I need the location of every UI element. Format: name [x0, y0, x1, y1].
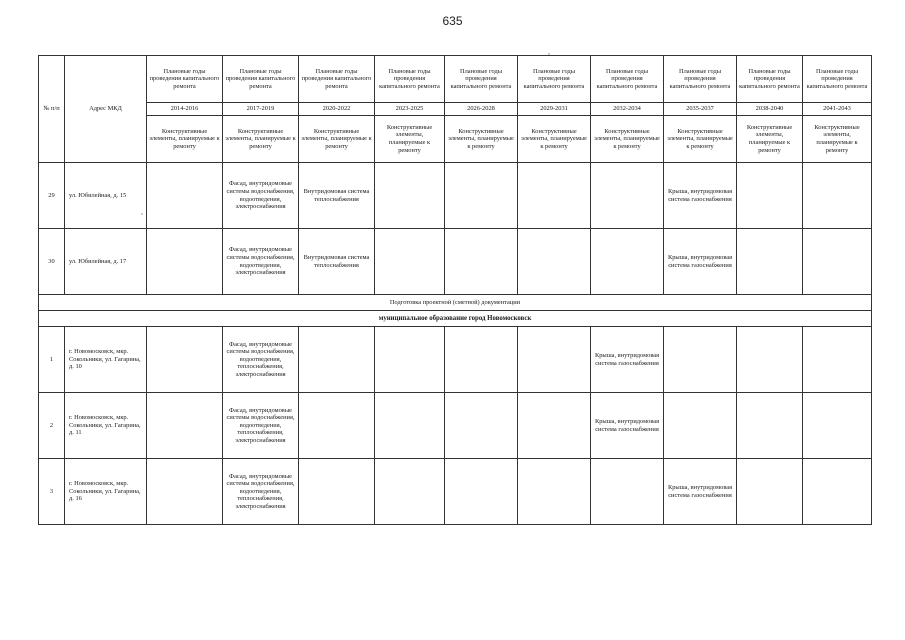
header-planned-years: Плановые годы проведения капитального ремонта — [223, 56, 299, 103]
header-elements: Конструктивные элементы, планируемые к ремонту — [375, 116, 445, 163]
section-title: Подготовка проектной (сметной) документации — [39, 295, 872, 311]
row-elements-cell — [299, 459, 375, 525]
header-period: 2041-2043 — [803, 103, 872, 116]
row-address: г. Новомосковск, мкр. Сокольники, ул. Гагарина, д. 11 — [65, 393, 147, 459]
row-elements-cell — [445, 393, 518, 459]
header-elements: Конструктивные элементы, планируемые к ремонту — [591, 116, 664, 163]
row-elements-cell — [375, 393, 445, 459]
row-elements-cell — [299, 393, 375, 459]
row-elements-cell: Фасад, внутридомовые системы водоснабжения, водоотведения, теплоснабжения, электроснабжения — [223, 459, 299, 525]
row-elements-cell — [803, 393, 872, 459]
row-elements-cell — [737, 163, 803, 229]
header-address: Адрес МКД — [65, 56, 147, 163]
row-elements-cell — [445, 327, 518, 393]
row-elements-cell — [375, 327, 445, 393]
header-planned-years: Плановые годы проведения капитального ремонта — [299, 56, 375, 103]
row-elements-cell — [591, 163, 664, 229]
row-elements-cell: Внутридомовая система теплоснабжения — [299, 163, 375, 229]
header-period: 2026-2028 — [445, 103, 518, 116]
row-elements-cell — [803, 163, 872, 229]
row-elements-cell — [147, 393, 223, 459]
row-number: 1 — [39, 327, 65, 393]
table-row — [39, 229, 872, 295]
header-elements: Конструктивные элементы, планируемые к ремонту — [737, 116, 803, 163]
table-row — [39, 163, 872, 229]
row-elements-cell — [518, 229, 591, 295]
row-elements-cell — [299, 327, 375, 393]
header-period: 2035-2037 — [664, 103, 737, 116]
table-row — [39, 327, 872, 393]
header-elements: Конструктивные элементы, планируемые к ремонту — [147, 116, 223, 163]
table-body-sections — [39, 295, 872, 327]
row-elements-cell: Крыша, внутридомовая система газоснабжения — [664, 459, 737, 525]
row-address: ул. Юбилейная, д. 17 — [65, 229, 147, 295]
row-elements-cell — [737, 327, 803, 393]
header-elements: Конструктивные элементы, планируемые к ремонту — [803, 116, 872, 163]
row-elements-cell — [375, 229, 445, 295]
row-address: г. Новомосковск, мкр. Сокольники, ул. Гагарина, д. 16 — [65, 459, 147, 525]
header-period: 2020-2022 — [299, 103, 375, 116]
table-row — [39, 459, 872, 525]
header-planned-years: Плановые годы проведения капитального ремонта — [664, 56, 737, 103]
header-elements: Конструктивные элементы, планируемые к ремонту — [445, 116, 518, 163]
row-elements-cell — [518, 163, 591, 229]
row-number: 30 — [39, 229, 65, 295]
table-body-bottom — [39, 327, 872, 525]
row-elements-cell — [803, 327, 872, 393]
row-elements-cell — [518, 393, 591, 459]
header-planned-years: Плановые годы проведения капитального ремонта — [147, 56, 223, 103]
row-elements-cell — [664, 327, 737, 393]
capital-repair-schedule-table — [38, 55, 872, 525]
row-elements-cell — [375, 459, 445, 525]
row-elements-cell: Фасад, внутридомовые системы водоснабжения, водоотведения, теплоснабжения, электроснабжения — [223, 393, 299, 459]
municipality-title: муниципальное образование город Новомосковск — [39, 311, 872, 327]
row-number: 29 — [39, 163, 65, 229]
row-elements-cell: Фасад, внутридомовые системы водоснабжения, водоотведения, электроснабжения — [223, 229, 299, 295]
header-period: 2038-2040 — [737, 103, 803, 116]
header-elements: Конструктивные элементы, планируемые к ремонту — [518, 116, 591, 163]
row-elements-cell — [147, 327, 223, 393]
row-elements-cell — [591, 229, 664, 295]
row-elements-cell — [147, 229, 223, 295]
header-period: 2023-2025 — [375, 103, 445, 116]
row-number: 2 — [39, 393, 65, 459]
header-planned-years: Плановые годы проведения капитального ремонта — [737, 56, 803, 103]
municipality-row — [39, 311, 872, 327]
header-period: 2017-2019 — [223, 103, 299, 116]
row-elements-cell — [737, 393, 803, 459]
table-body-top — [39, 163, 872, 295]
header-row-elements — [39, 116, 872, 163]
row-elements-cell — [803, 459, 872, 525]
page-number: 635 — [442, 14, 463, 28]
header-planned-years: Плановые годы проведения капитального ремонта — [591, 56, 664, 103]
header-row-planned-years — [39, 56, 872, 103]
row-elements-cell — [147, 163, 223, 229]
row-elements-cell — [737, 459, 803, 525]
row-elements-cell — [664, 393, 737, 459]
header-period: 2029-2031 — [518, 103, 591, 116]
row-elements-cell: Фасад, внутридомовые системы водоснабжения, водоотведения, электроснабжения — [223, 163, 299, 229]
header-elements: Конструктивные элементы, планируемые к ремонту — [223, 116, 299, 163]
row-elements-cell — [737, 229, 803, 295]
row-elements-cell — [803, 229, 872, 295]
row-elements-cell: Крыша, внутридомовая система газоснабжения — [664, 229, 737, 295]
row-elements-cell — [591, 459, 664, 525]
row-elements-cell: Крыша, внутридомовая система газоснабжения — [591, 393, 664, 459]
header-num: № п/п — [39, 56, 65, 163]
row-elements-cell: Фасад, внутридомовые системы водоснабжения, водоотведения, теплоснабжения, электроснабжения — [223, 327, 299, 393]
row-address: г. Новомосковск, мкр. Сокольники, ул. Гагарина, д. 10 — [65, 327, 147, 393]
table-row — [39, 393, 872, 459]
header-planned-years: Плановые годы проведения капитального ремонта — [518, 56, 591, 103]
scan-speck — [548, 53, 550, 55]
row-elements-cell: Внутридомовая система теплоснабжения — [299, 229, 375, 295]
row-elements-cell — [147, 459, 223, 525]
header-planned-years: Плановые годы проведения капитального ремонта — [375, 56, 445, 103]
row-elements-cell: Крыша, внутридомовая система газоснабжения — [591, 327, 664, 393]
header-planned-years: Плановые годы проведения капитального ремонта — [445, 56, 518, 103]
row-number: 3 — [39, 459, 65, 525]
header-elements: Конструктивные элементы, планируемые к ремонту — [299, 116, 375, 163]
scan-speck — [141, 213, 143, 215]
header-row-periods — [39, 103, 872, 116]
header-elements: Конструктивные элементы, планируемые к ремонту — [664, 116, 737, 163]
header-period: 2032-2034 — [591, 103, 664, 116]
row-elements-cell: Крыша, внутридомовая система газоснабжения — [664, 163, 737, 229]
header-planned-years: Плановые годы проведения капитального ремонта — [803, 56, 872, 103]
header-period: 2014-2016 — [147, 103, 223, 116]
row-elements-cell — [375, 163, 445, 229]
row-address: ул. Юбилейная, д. 15 — [65, 163, 147, 229]
row-elements-cell — [445, 229, 518, 295]
row-elements-cell — [445, 459, 518, 525]
row-elements-cell — [518, 459, 591, 525]
section-row — [39, 295, 872, 311]
row-elements-cell — [518, 327, 591, 393]
row-elements-cell — [445, 163, 518, 229]
